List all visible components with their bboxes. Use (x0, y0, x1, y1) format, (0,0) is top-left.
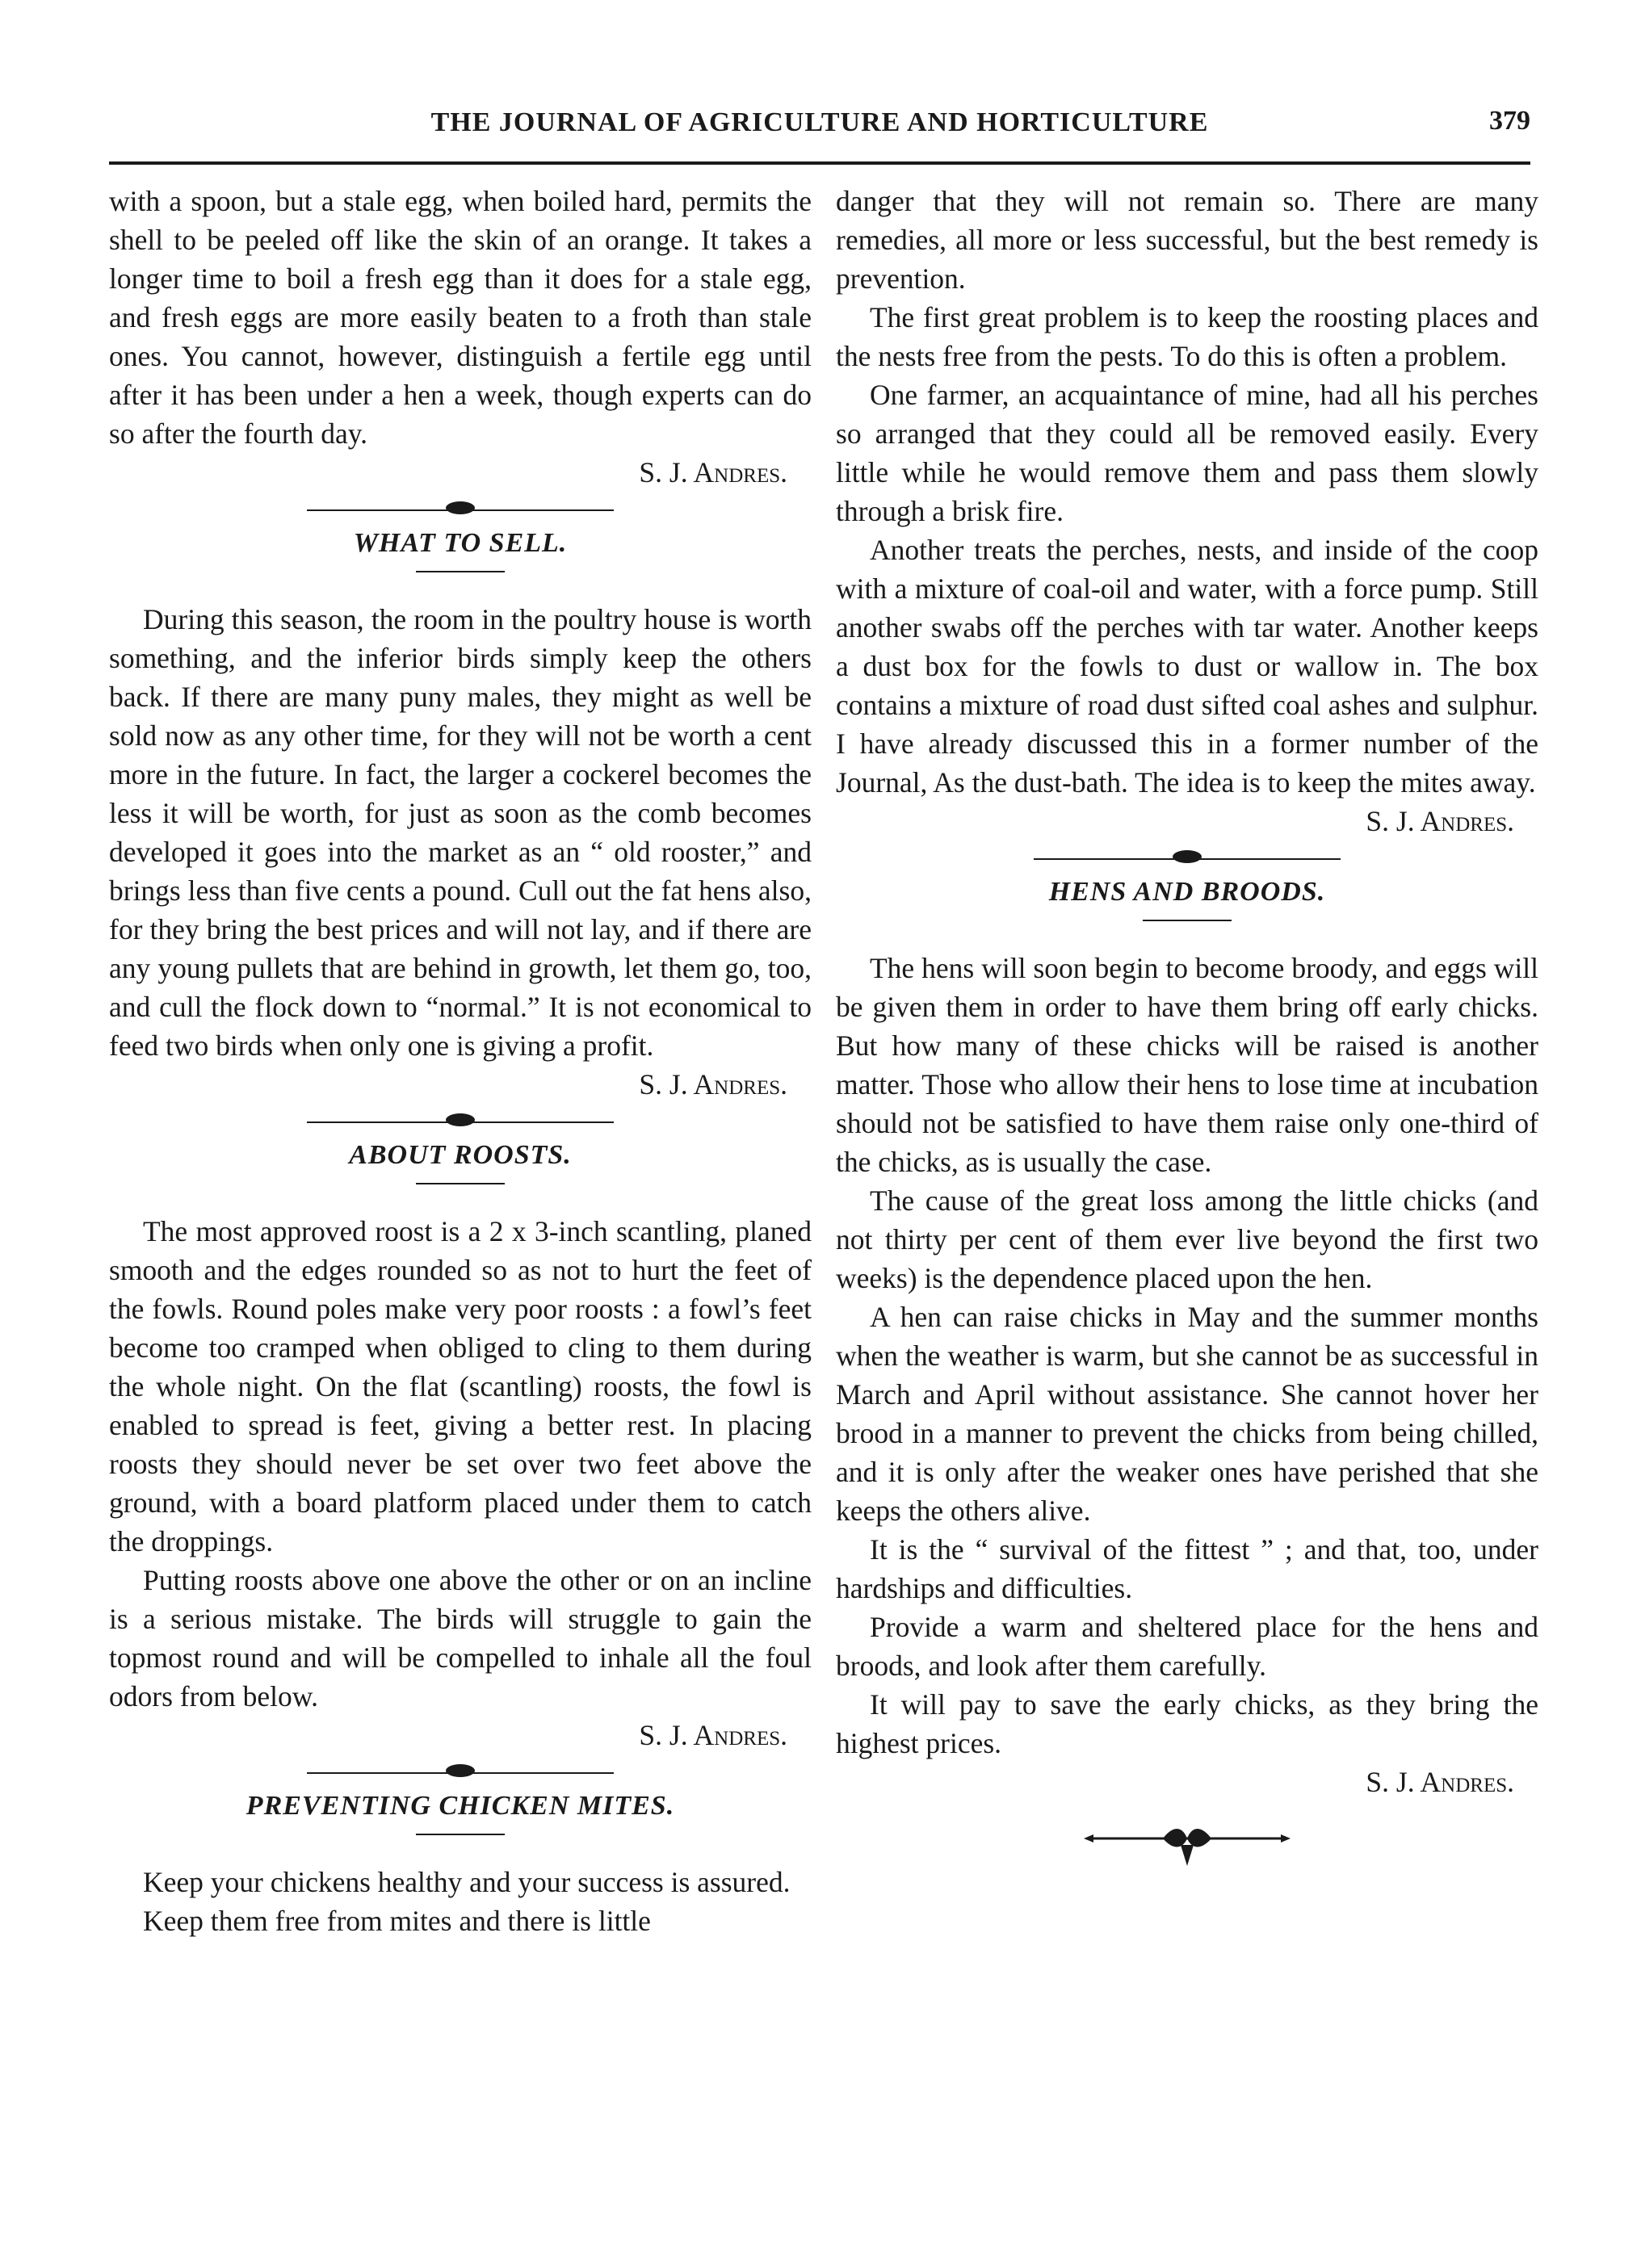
heading-rule (416, 571, 505, 572)
paragraph: A hen can raise chicks in May and the summer months when the weather is warm, but she cannot be as successful in March and April without assistance. She cannot hover her brood in a manner to prevent the chicks from being chilled, and it is only after the weaker ones have perished that she keeps the others alive. (836, 1301, 1538, 1527)
section-heading: ABOUT ROOSTS. (349, 1140, 572, 1170)
paragraph: danger that they will not remain so. There are many remedies, all more or less successful, but the best remedy is prevention. (836, 185, 1538, 295)
heading-rule (1143, 920, 1232, 921)
paragraph: During this season, the room in the poultry house is worth something, and the inferior birds simply keep the others back. If there are many puny males, they might as well be sold now as any other time, for they will not be worth a cent more in the future. In fact, the larger a cockerel becomes the less it will be worth, for just as soon as the comb becomes developed it goes into the market as an “ old rooster,” and brings less than five cents a pound. Cull out the fat hens also, for they bring the best prices and will not lay, and if there are any young pullets that are behind in growth, let them go, too, and cull the flock down to “normal.” It is not economical to feed two birds when only one is giving a profit. (109, 603, 812, 1062)
section-heading: PREVENTING CHICKEN MITES. (246, 1791, 675, 1821)
page-header (109, 101, 1530, 149)
left-column (109, 182, 812, 1940)
divider-ornament-icon (1173, 850, 1202, 863)
paragraph: with a spoon, but a stale egg, when boiled hard, permits the shell to be peeled off like the skin of an orange. It takes a longer time to boil a fresh egg than it does for a stale egg, and fresh eggs are more easily beaten to a froth than stale ones. You cannot, however, distinguish a fertile egg until after it has been under a hen a week, though experts can do so after the fourth day. (109, 185, 812, 450)
signature: S. J. Andres. (1366, 805, 1514, 837)
section-heading: HENS AND BROODS. (1048, 877, 1326, 907)
paragraph: One farmer, an acquaintance of mine, had all his perches so arranged that they could all be removed easily. Every little while he would remove them and pass them slowly through a brisk fire. (836, 379, 1538, 527)
paragraph: Keep your chickens healthy and your success is assured. (143, 1866, 791, 1898)
signature: S. J. Andres. (639, 456, 787, 488)
paragraph: It will pay to save the early chicks, as they bring the highest prices. (836, 1688, 1538, 1759)
paragraph: The hens will soon begin to become broody, and eggs will be given them in order to have them bring off early chicks. But how many of these chicks will be raised is another matter. Those who allow their hens to lose time at incubation should not be satisfied to have them raise only one-third of the chicks, as is usually the case. (836, 952, 1538, 1178)
paragraph: The cause of the great loss among the little chicks (and not thirty per cent of them ever live beyond the first two weeks) is the dependence placed upon the hen. (836, 1184, 1538, 1294)
signature: S. J. Andres. (639, 1719, 787, 1751)
signature: S. J. Andres. (639, 1068, 787, 1100)
tailpiece-ornament-icon (1082, 1821, 1292, 1869)
paragraph: Provide a warm and sheltered place for the hens and broods, and look after them carefully. (836, 1611, 1538, 1682)
divider-ornament-icon (446, 1764, 475, 1777)
divider-ornament-icon (446, 1113, 475, 1126)
section-divider (109, 492, 812, 524)
section-divider (109, 1754, 812, 1787)
journal-title: THE JOURNAL OF AGRICULTURE AND HORTICULTURE (430, 107, 1209, 137)
section-heading: WHAT TO SELL. (353, 528, 568, 558)
paragraph: The most approved roost is a 2 x 3-inch scantling, planed smooth and the edges rounded so as not to hurt the feet of the fowls. Round poles make very poor roosts : a fowl’s feet become too cramped when obliged to cling to them during the whole night. On the flat (scantling) roosts, the fowl is enabled to spread is feet, giving a better rest. In placing roosts they should never be set over two feet above the ground, with a board platform placed under them to catch the droppings. (109, 1215, 812, 1557)
heading-rule (416, 1834, 505, 1835)
header-rule (109, 161, 1530, 165)
section-divider (836, 841, 1538, 873)
section-divider (109, 1104, 812, 1136)
paragraph: Another treats the perches, nests, and inside of the coop with a mixture of coal-oil and water, with a force pump. Still another swabs off the perches with tar water. Another keeps a dust box for the fowls to dust or wallow in. The box contains a mixture of road dust sifted coal ashes and sulphur. I have already discussed this in a former number of the Journal, As the dust-bath. The idea is to keep the mites away. (836, 534, 1538, 799)
page-number: 379 (1489, 106, 1530, 136)
paragraph: Putting roosts above one above the other or on an incline is a serious mistake. The birds will struggle to gain the topmost round and will be compelled to inhale all the foul odors from below. (109, 1564, 812, 1713)
signature: S. J. Andres. (1366, 1766, 1514, 1798)
heading-rule (416, 1183, 505, 1184)
paragraph: The first great problem is to keep the roosting places and the nests free from the pests. To do this is often a problem. (836, 301, 1538, 372)
paragraph: Keep them free from mites and there is little (143, 1905, 651, 1937)
divider-ornament-icon (446, 501, 475, 514)
right-column (836, 182, 1538, 1869)
paragraph: It is the “ survival of the fittest ” ; and that, too, under hardships and difficulties. (836, 1533, 1538, 1604)
